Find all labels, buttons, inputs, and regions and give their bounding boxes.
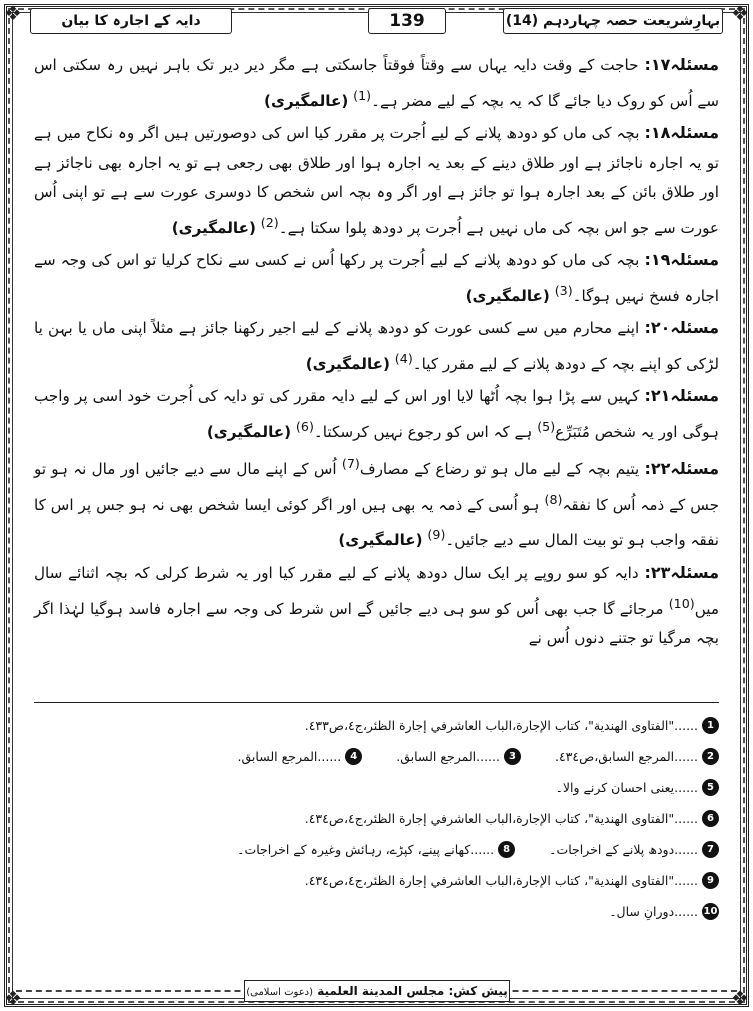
masala-text: یتیم بچہ کے لیے مال ہو تو رضاع کے مصارف — [359, 460, 645, 479]
footnote-number: 1 — [702, 717, 719, 734]
footnote-text: ......"الفتاوى الهندية"، كتاب الإجارة،الباب العاشرفي إجارة الظئر،ج٤،ص٤٣٤. — [304, 873, 698, 888]
footnote-item — [609, 903, 719, 920]
footnote-text: ......"الفتاوى الهندية"، كتاب الإجارة،الباب العاشرفي إجارة الظئر،ج٤،ص٤٣٤. — [304, 811, 698, 826]
masala-label: مسئلہ۲۲: — [644, 459, 719, 479]
citation: (عالمگیری) — [305, 354, 390, 373]
footnote-number: 6 — [702, 810, 719, 827]
masala-label: مسئلہ۲۱: — [644, 386, 719, 406]
footnote-item — [549, 841, 719, 858]
footnote-ref: (5) — [537, 418, 556, 434]
masala-label: مسئلہ۲۳: — [644, 563, 719, 582]
footnote-number: 10 — [702, 903, 719, 920]
footnote-ref: (8) — [544, 491, 563, 507]
masala-23 — [34, 558, 719, 654]
masala-text: بچہ کی ماں کو دودھ پلانے کے لیے اُجرت پر رکھا اُس نے کسی سے نکاح کرلیا تو اس کی وجہ سے اجارہ فسخ نہیں ہوگا۔ — [34, 251, 719, 305]
footnote-number: 5 — [702, 779, 719, 796]
masala-text: اُس کے اپنے مال سے دیے جائیں اور مال نہ ہو تو جس کے ذمہ اُس کا نفقہ — [34, 460, 719, 514]
footnote-item — [237, 841, 515, 858]
publisher-sub: (دعوت اسلامی) — [246, 987, 314, 998]
footnote-row — [34, 803, 719, 834]
footnote-row — [34, 772, 719, 803]
masala-22 — [34, 449, 719, 556]
footnote-ref: (2) — [260, 214, 279, 230]
footnote-number: 8 — [498, 841, 515, 858]
footnote-ref: (3) — [554, 282, 573, 298]
masala-18 — [34, 118, 719, 243]
masala-text: ہے کہ اس کو رجوع نہیں کرسکتا۔ — [313, 422, 538, 441]
footnote-ref: (9) — [427, 527, 446, 543]
footnote-text: ......کھانے پینے، کپڑے، رہائش وغیرہ کے اخراجات۔ — [237, 842, 495, 857]
masala-label: مسئلہ۲۰: — [644, 318, 719, 338]
footnote-text: ......المرجع السابق،ص٤٣٤. — [554, 749, 698, 764]
citation: (عالمگیری) — [264, 91, 349, 110]
masala-21 — [34, 381, 719, 447]
masala-text: مرجائے گا جب بھی اُس کو سو ہی دیے جائیں گے اس شرط کی وجہ سے اجارہ فاسد ہوگیا لہٰذا اگر بچہ مرگیا تو جتنے دنوں اُس نے — [34, 599, 719, 648]
citation: (عالمگیری) — [171, 218, 256, 237]
citation: (عالمگیری) — [465, 286, 550, 305]
footnote-item — [555, 748, 719, 765]
footnote-text: ......یعنی احسان کرنے والا۔ — [555, 780, 698, 795]
footnote-row — [34, 741, 719, 772]
footnote-number: 9 — [702, 872, 719, 889]
masala-label: مسئلہ۱۸: — [644, 123, 719, 143]
footnote-text: ......المرجع السابق. — [396, 749, 500, 764]
footnote-text: ......"الفتاوى الهندية"، كتاب الإجارة،الباب العاشرفي إجارة الظئر،ج٤،ص٤٣٣. — [304, 718, 698, 733]
footnote-ref: (4) — [394, 350, 413, 366]
publisher-name: مجلس المدينة العلمية — [317, 984, 445, 998]
footnote-text: ......دورانِ سال۔ — [609, 904, 698, 919]
ornament-corner-icon: ❖ — [731, 1, 749, 25]
footnote-item — [396, 748, 521, 765]
footnote-number: 3 — [504, 748, 521, 765]
chapter-title: دایہ کے اجارہ کا بیان — [30, 8, 232, 34]
masala-text: بچہ کی ماں کو دودھ پلانے کے لیے اُجرت پر مقرر کیا اس کی دوصورتیں ہیں اگر وہ نکاح میں ہے تو یہ اجارہ ناجائز ہے اور طلاق دینے کے بعد یہ اجارہ ہوا اور طلاق بھی رجعی ہے تو یہ اجارہ بھی ناجائز ہے اور طلاق بائن کے بعد اجارہ ہوا تو جائز ہے اور اگر وہ بچہ اس شخص کا دوسری عورت سے ہے تو اپنی اُس عورت سے جو اس بچہ کی ماں نہیں ہے اُجرت پر دودھ پلوا سکتا ہے۔ — [34, 124, 719, 237]
ornament-corner-icon: ❖ — [731, 986, 749, 1010]
footnote-ref: (10) — [668, 595, 695, 611]
page-number: 139 — [368, 8, 446, 34]
footnote-item — [305, 872, 719, 889]
masala-19 — [34, 245, 719, 311]
footnote-row — [34, 834, 719, 865]
footnote-text: ......المرجع السابق. — [237, 749, 342, 764]
book-title: بہارِشریعت حصہ چہاردہم (14) — [503, 8, 723, 34]
footnote-ref: (6) — [295, 418, 314, 434]
masala-label: مسئلہ۱۹: — [644, 250, 719, 270]
publisher-label: پیش کش: — [448, 984, 508, 998]
masala-text: دایہ کو سو روپے پر ایک سال دودھ پلانے کے لیے مقرر کیا اور یہ شرط کرلی کہ بچہ اثنائے سال میں — [34, 564, 719, 618]
footnote-item — [238, 748, 363, 765]
page-footer — [0, 979, 753, 1003]
footnote-ref: (7) — [341, 456, 360, 472]
footnote-number: 4 — [345, 748, 362, 765]
footnote-divider — [34, 702, 719, 703]
masala-text: ہو اُسی کے ذمہ یہ بھی ہیں اور اگر کوئی ایسا شخص بھی نہ ہو جس پر اس کا نفقہ واجب ہو تو بیت المال سے دیے جائیں۔ — [34, 495, 719, 550]
masala-text: اپنے محارم میں سے کسی عورت کو دودھ پلانے کے لیے اجیر رکھنا جائز ہے مثلاً اپنی ماں یا بہن یا لڑکی کو اپنے بچہ کے دودھ پلانے کے لیے مقرر کیا۔ — [34, 319, 719, 373]
footnote-item — [305, 717, 719, 734]
citation: (عالمگیری) — [206, 422, 292, 441]
main-text — [34, 50, 719, 656]
footnote-item — [556, 779, 719, 796]
footnotes — [34, 710, 719, 927]
footnote-item — [305, 810, 719, 827]
ornament-corner-icon: ❖ — [4, 1, 22, 25]
footnote-row — [34, 896, 719, 927]
page-header — [30, 6, 723, 36]
citation: (عالمگیری) — [338, 531, 423, 550]
footnote-number: 7 — [702, 841, 719, 858]
footnote-number: 2 — [702, 748, 719, 765]
footnote-row — [34, 865, 719, 896]
ornament-corner-icon: ❖ — [4, 986, 22, 1010]
masala-17 — [34, 50, 719, 116]
masala-20 — [34, 313, 719, 379]
publisher-box — [244, 980, 510, 1002]
footnote-text: ......دودھ پلانے کے اخراجات۔ — [549, 842, 698, 857]
footnote-row — [34, 710, 719, 741]
masala-label: مسئلہ۱۷: — [644, 55, 719, 74]
masala-text: کہیں سے پڑا ہوا بچہ اُٹھا لایا اور اس کے لیے دایہ مقرر کی تو دایہ کی اُجرت خود اسی پر واجب ہوگی اور یہ شخص مُتَبَرِّع — [34, 387, 719, 441]
masala-text: حاجت کے وقت دایہ یہاں سے وقتاً فوقتاً جاسکتی ہے مگر دیر دیر تک باہر نہیں رہ سکتی اس سے اُس کو روک دیا جائے گا کہ یہ بچہ کے لیے مضر ہے۔ — [34, 56, 719, 110]
footnote-ref: (1) — [353, 87, 372, 103]
